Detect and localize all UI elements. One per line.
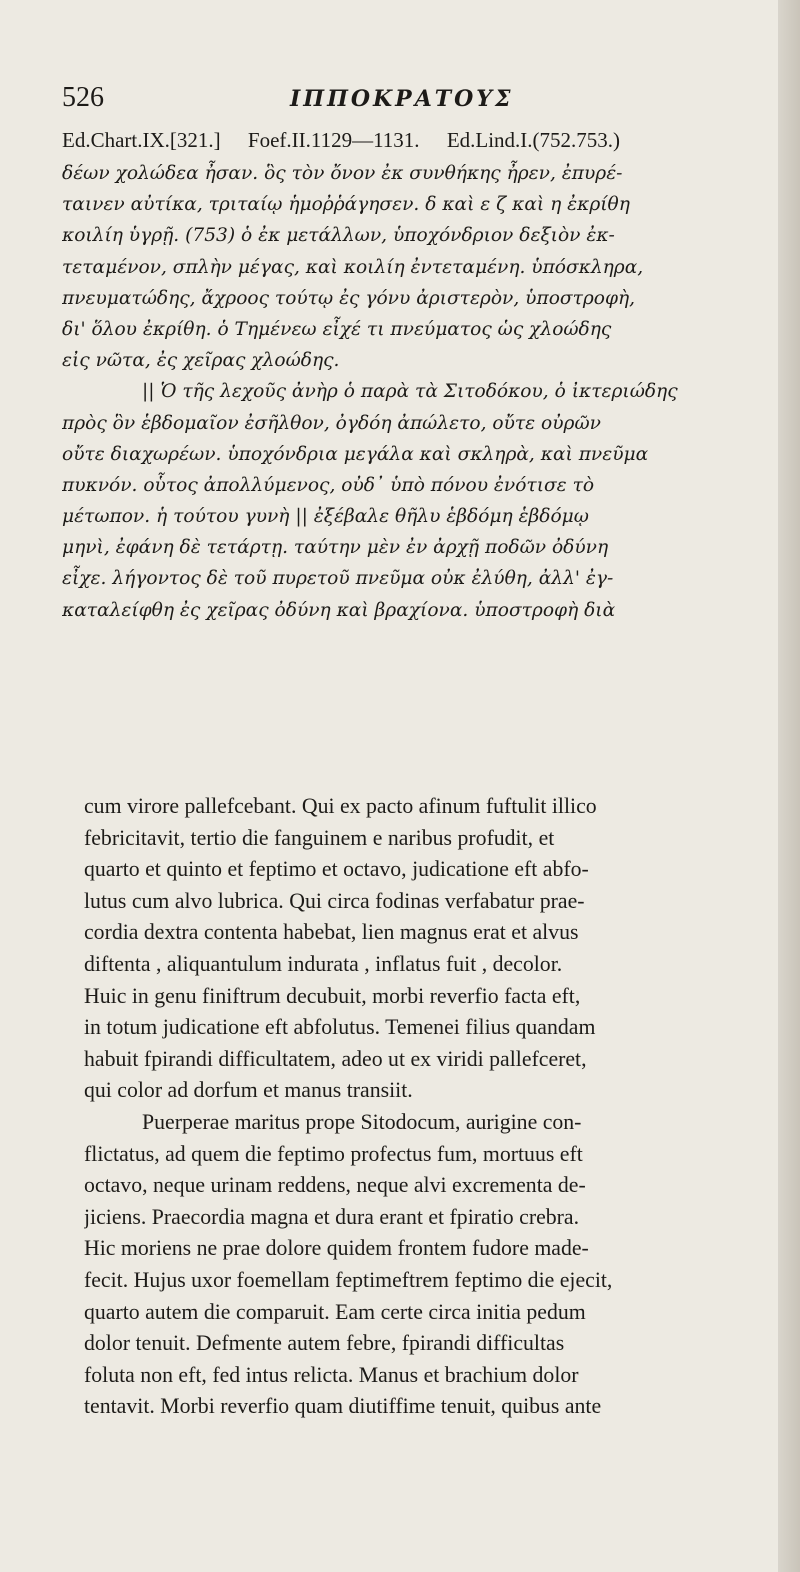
greek-line: || Ὁ τῆς λεχοῦς ἀνὴρ ὁ παρὰ τὰ Σιτοδόκου, ὁ ἰκτεριώδης xyxy=(142,381,678,403)
page-edge xyxy=(778,0,800,1572)
latin-line: octavo, neque urinam reddens, neque alvi excrementa de- xyxy=(84,1173,586,1198)
latin-line: jiciens. Praecordia magna et dura erant et fpiratio crebra. xyxy=(84,1204,580,1229)
edition-reference: Foef.II.1129—1131. xyxy=(247,128,420,152)
latin-line: cordia dextra contenta habebat, lien magnus erat et alvus xyxy=(84,920,579,945)
greek-line: εἰς νῶτα, ἐς χεῖρας χλοώδης. xyxy=(62,350,340,372)
latin-line: qui color ad dorfum et manus transiit. xyxy=(84,1078,413,1103)
edition-reference: Ed.Lind.I.(752.753.) xyxy=(446,128,621,152)
latin-line: quarto et quinto et feptimo et octavo, judicatione eft abfo- xyxy=(84,857,589,882)
greek-line: δέων χολώδεα ἦσαν. ὃς τὸν ὄνον ἐκ συνθήκης ἦρεν, ἐπυρέ- xyxy=(62,163,623,184)
latin-line: Hic moriens ne prae dolore quidem frontem fudore made- xyxy=(84,1236,589,1261)
greek-line: μηνὶ, ἐφάνη δὲ τετάρτῃ. ταύτην μὲν ἐν ἀρχῇ ποδῶν ὀδύνη xyxy=(62,537,609,559)
page-number: 526 xyxy=(62,82,104,113)
latin-line: in totum judicatione eft abfolutus. Temenei filius quandam xyxy=(84,1015,596,1040)
latin-line: Puerperae maritus prope Sitodocum, aurigine con- xyxy=(142,1109,582,1134)
latin-line: tentavit. Morbi reverfio quam diutiffime tenuit, quibus ante xyxy=(84,1394,602,1419)
greek-line: τεταμένον, σπλὴν μέγας, καὶ κοιλίη ἐντεταμένη. ὑπόσκληρα, xyxy=(62,256,644,278)
latin-line: febricitavit, tertio die fanguinem e naribus profudit, et xyxy=(84,825,555,850)
greek-line: εἶχε. λήγοντος δὲ τοῦ πυρετοῦ πνεῦμα οὐκ ἐλύθη, ἀλλ' ἐγ- xyxy=(62,568,614,590)
greek-line: μέτωπον. ἡ τούτου γυνὴ || ἐξέβαλε θῆλυ ἑβδόμη ἑβδόμῳ xyxy=(62,506,589,528)
greek-text-block xyxy=(62,158,774,626)
greek-line: πρὸς ὃν ἑβδομαῖον ἐσῆλθον, ὀγδόη ἀπώλετο, οὔτε οὐρῶν xyxy=(62,412,601,434)
latin-line: cum virore pallefcebant. Qui ex pacto afinum fuftulit illico xyxy=(84,794,597,818)
edition-references xyxy=(62,128,772,153)
latin-line: fecit. Hujus uxor foemellam feptimeftrem feptimo die ejecit, xyxy=(84,1267,613,1292)
latin-line: foluta non eft, fed intus relicta. Manus et brachium dolor xyxy=(84,1362,579,1387)
greek-line: οὔτε διαχωρέων. ὑποχόνδρια μεγάλα καὶ σκληρὰ, καὶ πνεῦμα xyxy=(62,443,649,465)
latin-line: habuit fpirandi difficultatem, adeo ut ex viridi pallefceret, xyxy=(84,1046,587,1071)
greek-line: πυκνόν. οὗτος ἀπολλύμενος, οὐδ᾽ ὑπὸ πόνου ἐνότισε τὸ xyxy=(62,474,595,496)
latin-line: lutus cum alvo lubrica. Qui circa fodinas verfabatur prae- xyxy=(84,888,585,913)
latin-text-block xyxy=(84,791,774,1423)
latin-line: Huic in genu finiftrum decubuit, morbi reverfio facta eft, xyxy=(84,983,581,1008)
latin-line: quarto autem die comparuit. Eam certe circa initia pedum xyxy=(84,1299,586,1324)
greek-line: κοιλίη ὑγρῇ. (753) ὁ ἐκ μετάλλων, ὑποχόνδριον δεξιὸν ἐκ- xyxy=(62,225,615,247)
latin-line: dolor tenuit. Defmente autem febre, fpirandi difficultas xyxy=(84,1331,565,1356)
edition-reference: Ed.Chart.IX.[321.] xyxy=(62,128,221,152)
greek-line: ταινεν αὐτίκα, τριταίῳ ἡμοῤῥάγησεν. δ καὶ ε ζ καὶ η ἐκρίθη xyxy=(62,194,630,216)
running-title: ΙΠΠΟΚΡΑΤΟΥΣ xyxy=(290,86,514,112)
greek-line: δι' ὅλου ἐκρίθη. ὁ Τημένεω εἶχέ τι πνεύματος ὡς χλοώδης xyxy=(62,318,612,340)
greek-line: καταλείφθη ἐς χεῖρας ὀδύνη καὶ βραχίονα. ὑποστροφὴ διὰ xyxy=(62,599,616,621)
latin-line: flictatus, ad quem die feptimo profectus fum, mortuus eft xyxy=(84,1141,583,1166)
latin-line: diftenta , aliquantulum indurata , inflatus fuit , decolor. xyxy=(84,951,563,976)
page-header xyxy=(62,82,742,122)
greek-line: πνευματώδης, ἄχροος τούτῳ ἐς γόνυ ἀριστερὸν, ὑποστροφὴ, xyxy=(62,287,636,309)
